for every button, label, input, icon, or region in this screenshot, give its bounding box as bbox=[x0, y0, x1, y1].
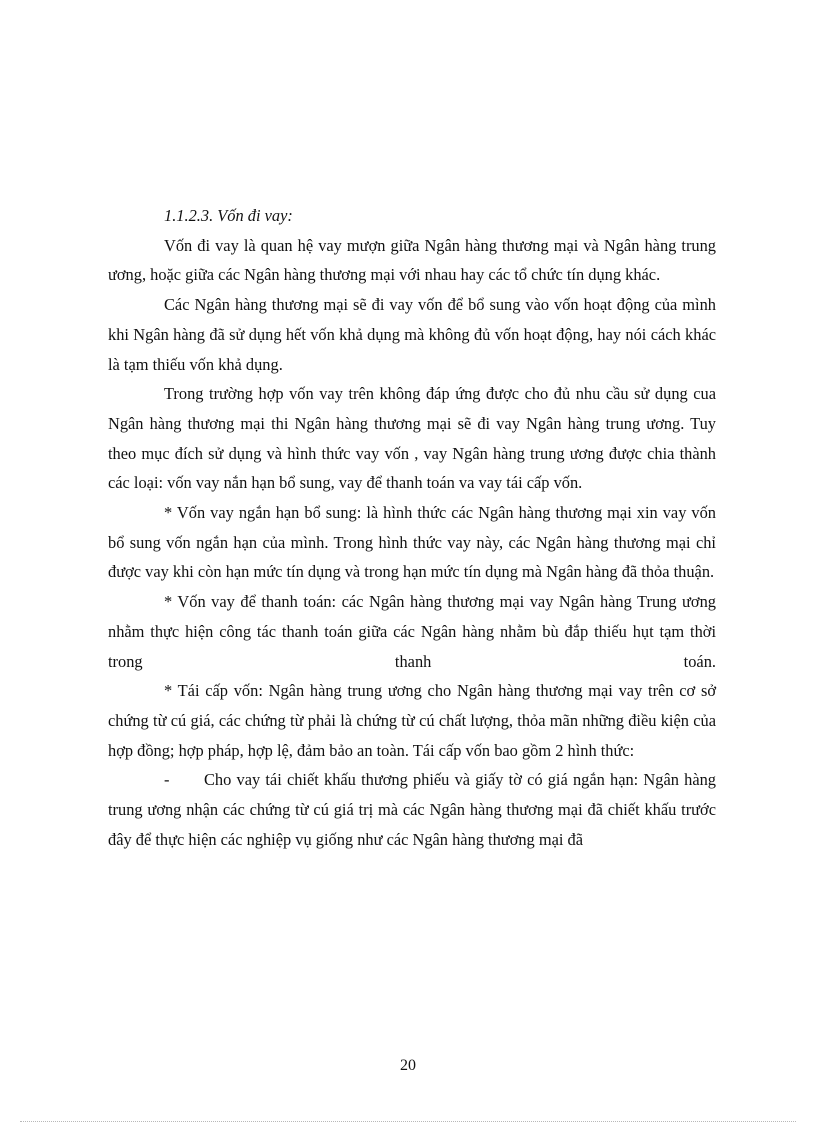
list-marker: - bbox=[164, 770, 170, 790]
page-number: 20 bbox=[400, 1057, 416, 1074]
section-heading: 1.1.2.3. Vốn đi vay: bbox=[164, 206, 293, 225]
paragraph: * Vốn vay ngắn hạn bổ sung: là hình thức các Ngân hàng thương mại xin vay vốn bổ sung vốn ngắn hạn của mình. Trong hình thức vay này, các Ngân hàng thương mại chỉ được vay khi còn hạn mức tín dụng và trong hạn mức tín dụng mà Ngân hàng đã thỏa thuận. bbox=[108, 503, 716, 582]
paragraph: * Vốn vay để thanh toán: các Ngân hàng thương mại vay Ngân hàng Trung ương nhằm thực hiện công tác thanh toán giữa các Ngân hàng nhằm bù đắp thiếu hụt tạm thời trong thanh toán. bbox=[108, 592, 716, 671]
paragraph: * Tái cấp vốn: Ngân hàng trung ương cho Ngân hàng thương mại vay trên cơ sở chứng từ cú giá, các chứng từ phải là chứng từ cú chất lượng, thỏa mãn những điều kiện của hợp đồng; hợp pháp, hợp lệ, đảm bảo an toàn. Tái cấp vốn bao gồm 2 hình thức: bbox=[108, 681, 716, 760]
page-bottom-divider bbox=[20, 1121, 796, 1122]
paragraph: Trong trường hợp vốn vay trên không đáp ứng được cho đủ nhu cầu sử dụng cua Ngân hàng thương mại thi Ngân hàng thương mại sẽ đi vay Ngân hàng trung ương. Tuy theo mục đích sử dụng và hình thức vay vốn , vay Ngân hàng trung ương được chia thành các loại: vốn vay nắn hạn bổ sung, vay để thanh toán va vay tái cấp vốn. bbox=[108, 384, 716, 493]
list-item-text: Cho vay tái chiết khấu thương phiếu và giấy tờ có giá ngắn hạn: Ngân hàng trung ương nhận các chứng từ cú giá trị mà các Ngân hàng thương mại đã chiết khấu trước đây để thực hiện các nghiệp vụ giống như các Ngân hàng thương mại đã bbox=[108, 770, 716, 849]
list-item bbox=[108, 765, 716, 854]
paragraph: Các Ngân hàng thương mại sẽ đi vay vốn để bổ sung vào vốn hoạt động của mình khi Ngân hàng đã sử dụng hết vốn khả dụng mà không đủ vốn hoạt động, hay nói cách khác là tạm thiếu vốn khả dụng. bbox=[108, 295, 716, 374]
body-text bbox=[108, 201, 716, 854]
paragraph: Vốn đi vay là quan hệ vay mượn giữa Ngân hàng thương mại và Ngân hàng trung ương, hoặc giữa các Ngân hàng thương mại với nhau hay các tổ chức tín dụng khác. bbox=[108, 235, 716, 285]
